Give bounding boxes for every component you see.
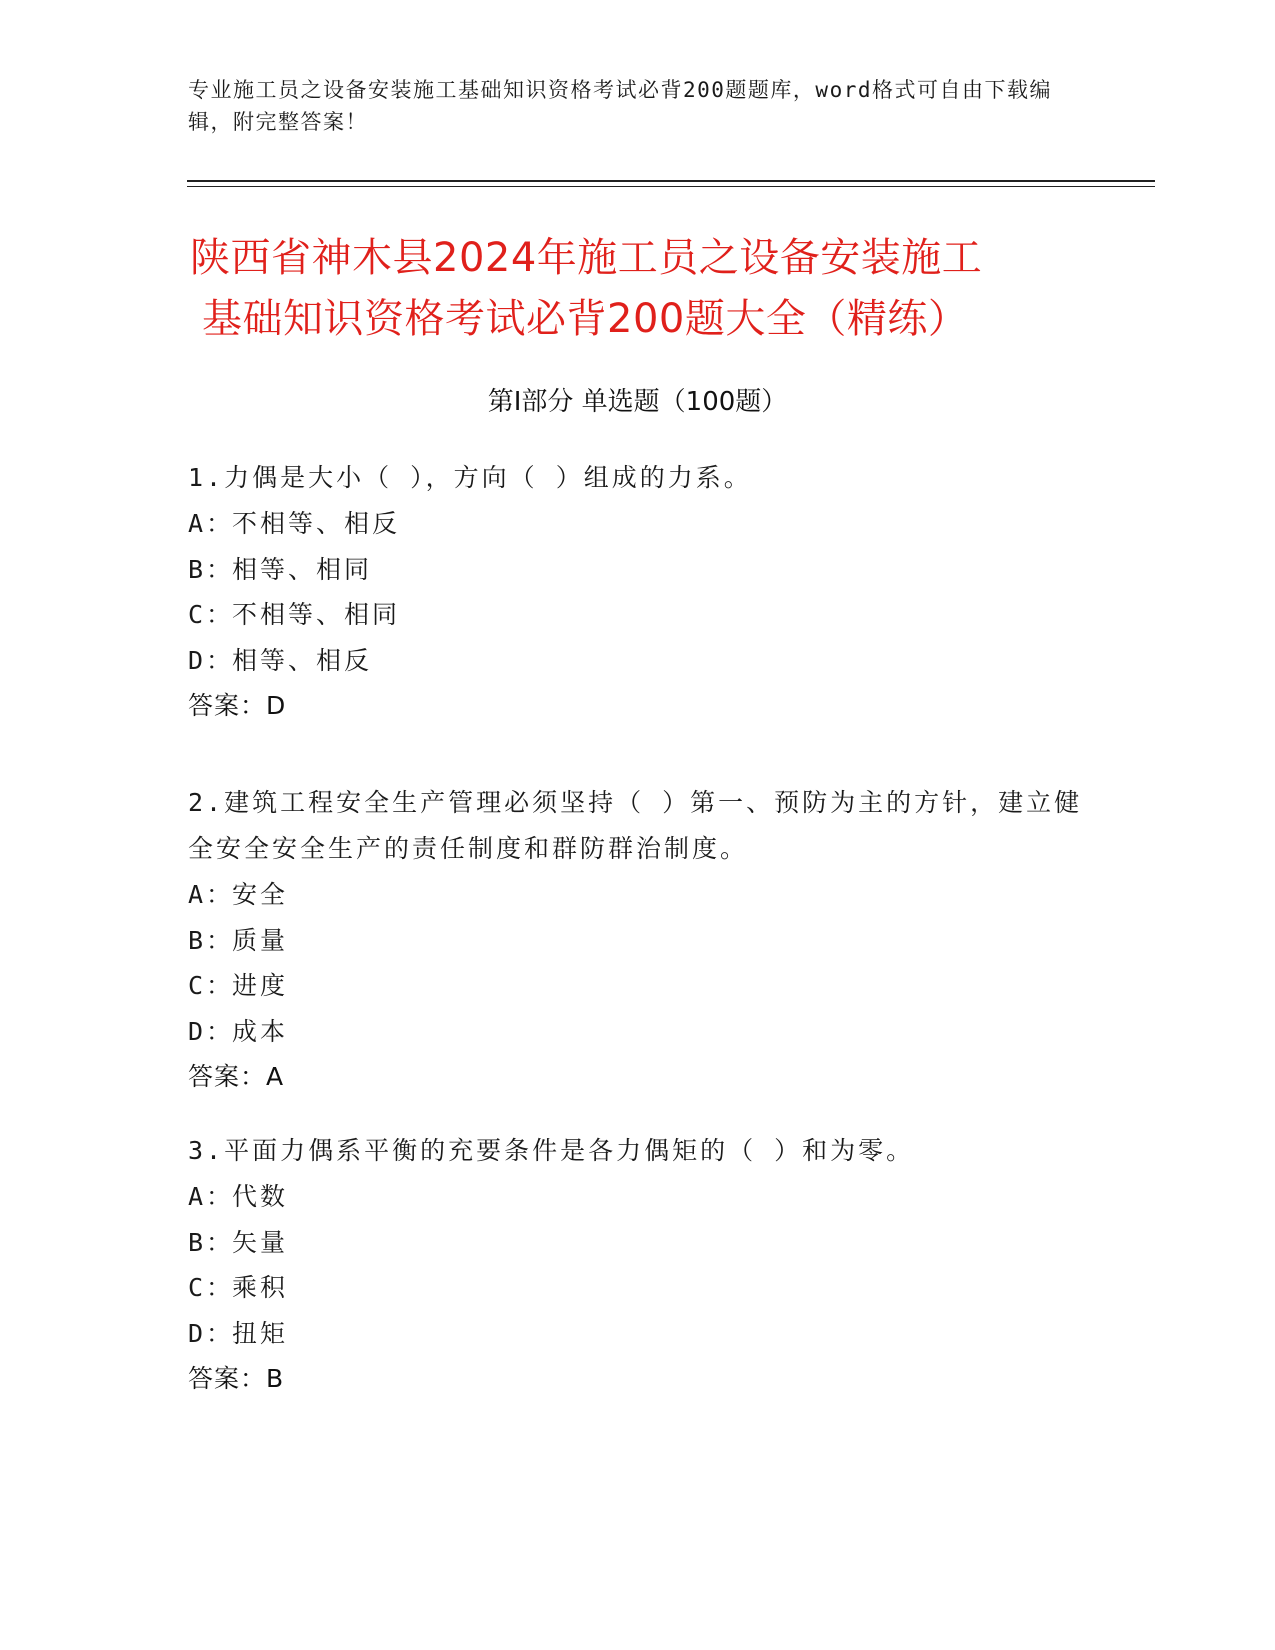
option-text: 乘积 — [232, 1273, 289, 1302]
document-title-line2: 基础知识资格考试必背200题大全（精练） — [202, 296, 969, 342]
option-d — [188, 1311, 1088, 1357]
question-2 — [188, 780, 1088, 1100]
option-key: C： — [188, 600, 235, 629]
question-stem: 2.建筑工程安全生产管理必须坚持（ ）第一、预防为主的方针，建立健全安全安全生产的责任制度和群防群治制度。 — [188, 788, 1083, 863]
header-note: 专业施工员之设备安装施工基础知识资格考试必背200题题库，word格式可自由下载编辑，附完整答案！ — [188, 78, 1052, 134]
option-text: 不相等、相同 — [232, 600, 401, 629]
option-c — [188, 592, 1088, 638]
question-1 — [188, 455, 1088, 729]
answer: 答案：D — [188, 691, 287, 720]
option-key: D： — [188, 1016, 235, 1046]
header-rule-thin — [187, 186, 1155, 187]
document-title-line1: 陕西省神木县2024年施工员之设备安装施工 — [190, 235, 983, 281]
option-a — [188, 872, 1088, 918]
option-d — [188, 1009, 1088, 1055]
option-key: B： — [188, 1227, 235, 1257]
header-rule-thick — [187, 180, 1155, 182]
option-key: C： — [188, 971, 235, 1000]
option-text: 不相等、相反 — [232, 509, 401, 538]
option-a — [188, 501, 1088, 547]
option-text: 质量 — [232, 925, 289, 955]
option-b — [188, 547, 1088, 593]
option-key: D： — [188, 645, 235, 675]
option-text: 扭矩 — [232, 1318, 289, 1348]
option-text: 成本 — [232, 1016, 289, 1046]
option-text: 安全 — [232, 880, 289, 909]
option-b — [188, 918, 1088, 964]
option-c — [188, 1265, 1088, 1311]
option-c — [188, 963, 1088, 1009]
answer: 答案：B — [188, 1364, 285, 1393]
option-text: 相等、相同 — [232, 554, 373, 584]
option-b — [188, 1220, 1088, 1266]
question-stem: 3.平面力偶系平衡的充要条件是各力偶矩的（ ）和为零。 — [188, 1136, 915, 1165]
option-text: 相等、相反 — [232, 645, 373, 675]
option-key: D： — [188, 1318, 235, 1348]
question-stem: 1.力偶是大小（ ），方向（ ）组成的力系。 — [188, 463, 752, 492]
option-key: B： — [188, 925, 235, 955]
section-title: 第Ⅰ部分 单选题（100题） — [487, 387, 788, 417]
option-key: B： — [188, 554, 235, 584]
option-text: 矢量 — [232, 1227, 289, 1257]
option-text: 代数 — [232, 1182, 289, 1211]
question-3 — [188, 1128, 1088, 1402]
answer: 答案：A — [188, 1062, 285, 1091]
option-key: A： — [188, 1182, 235, 1211]
option-key: C： — [188, 1273, 235, 1302]
option-a — [188, 1174, 1088, 1220]
option-key: A： — [188, 880, 235, 909]
document-title — [190, 228, 1090, 350]
option-text: 进度 — [232, 971, 289, 1000]
option-d — [188, 638, 1088, 684]
option-key: A： — [188, 509, 235, 538]
